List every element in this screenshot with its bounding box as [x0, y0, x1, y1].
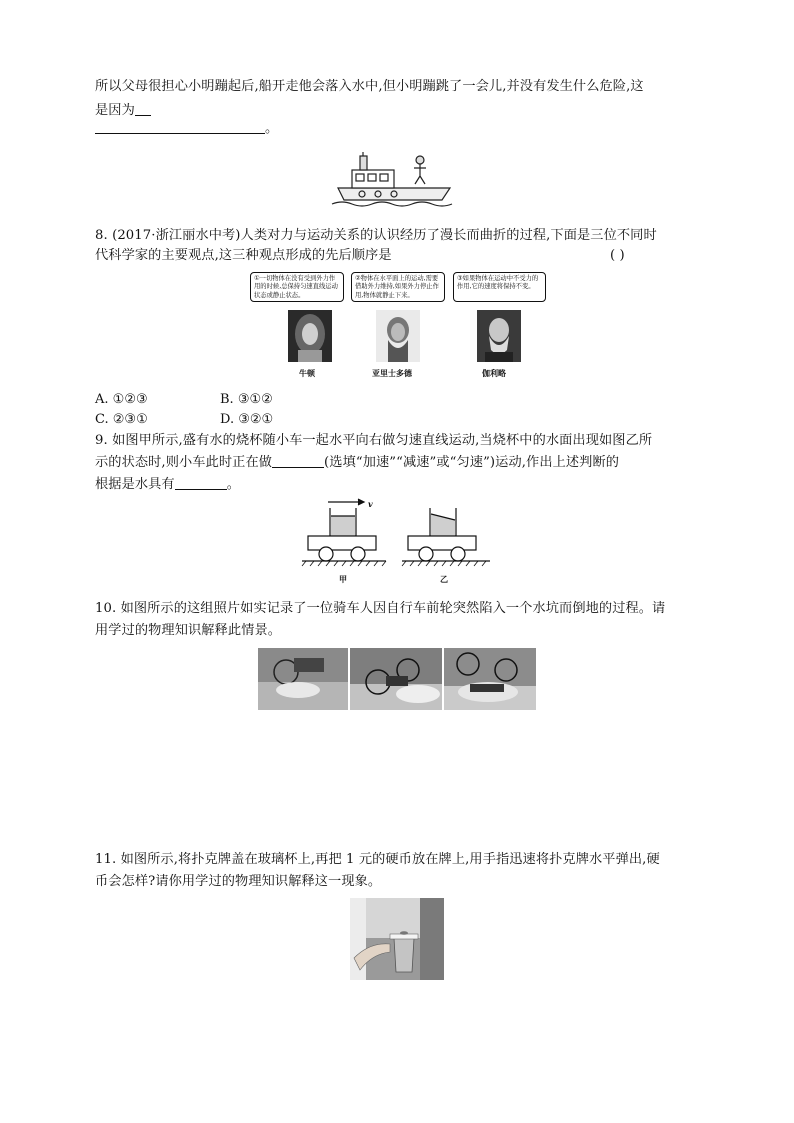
caption-galileo: 伽利略: [482, 369, 506, 378]
q8-option-a[interactable]: A. ①②③: [95, 392, 148, 407]
q8-text-line1: 8. (2017·浙江丽水中考)人类对力与运动关系的认识经历了漫长而曲折的过程,下面是三位不同时: [95, 228, 657, 243]
label-yi: 乙: [440, 575, 448, 584]
q8-option-c[interactable]: C. ②③①: [95, 412, 148, 427]
q7-end-punct: 。: [265, 121, 279, 136]
newton-portrait: [288, 310, 332, 362]
boat-illustration: [330, 148, 460, 210]
velocity-label: v: [368, 499, 373, 509]
q7-text-line1: 所以父母很担心小明蹦起后,船开走他会落入水中,但小明蹦跳了一会儿,并没有发生什么危险,这: [95, 79, 644, 94]
q8-answer-paren[interactable]: ( ): [610, 248, 625, 263]
q10-text-line2: 用学过的物理知识解释此情景。: [95, 623, 282, 638]
q8-option-d[interactable]: D. ③②①: [220, 412, 274, 427]
q8-text-line2: 代科学家的主要观点,这三种观点形成的先后顺序是: [95, 248, 392, 263]
card-glass-photo: [350, 898, 444, 980]
q9-text-line3: 根据是水具有 。: [95, 477, 241, 492]
caption-aristotle: 亚里士多德: [372, 369, 412, 378]
caption-newton: 牛顿: [299, 369, 315, 378]
q7-answer-blank[interactable]: [95, 119, 265, 134]
label-jia: 甲: [339, 575, 347, 584]
q9-text-line2: 示的状态时,则小车此时正在做 (选填“加速”“减速”或“匀速”)运动,作出上述判断的: [95, 455, 620, 470]
q11-text-line2: 币会怎样?请你用学过的物理知识解释这一现象。: [95, 874, 382, 889]
scientists-figure: [250, 268, 546, 382]
q8-option-b[interactable]: B. ③①②: [220, 392, 273, 407]
bubble-newton: ①一切物体在没有受到外力作用的时候,总保持匀速直线运动状态或静止状态。: [250, 272, 344, 302]
bicycle-photo-strip: [258, 648, 536, 710]
bubble-aristotle: ②物体在水平面上的运动,需要借助外力维持,如果外力停止作用,物体就静止下来。: [351, 272, 445, 302]
q9-motion-blank[interactable]: [272, 453, 324, 468]
aristotle-portrait: [376, 310, 420, 362]
cart-beaker-figure: [300, 498, 492, 582]
q7-answer-blank-start[interactable]: [135, 101, 151, 116]
q9-text-line1: 9. 如图甲所示,盛有水的烧杯随小车一起水平向右做匀速直线运动,当烧杯中的水面出现如图乙所: [95, 433, 653, 448]
bubble-galileo: ③如果物体在运动中不受力的作用,它的速度将保持不变。: [453, 272, 546, 302]
q10-text-line1: 10. 如图所示的这组照片如实记录了一位骑车人因自行车前轮突然陷入一个水坑而倒地的过程。请: [95, 601, 666, 616]
q7-answer-row: [95, 118, 278, 140]
q11-text-line1: 11. 如图所示,将扑克牌盖在玻璃杯上,再把 1 元的硬币放在牌上,用手指迅速将扑克牌水平弹出,硬: [95, 852, 660, 867]
galileo-portrait: [477, 310, 521, 362]
q9-property-blank[interactable]: [175, 475, 227, 490]
q7-line2-prefix: 是因为: [95, 103, 135, 118]
